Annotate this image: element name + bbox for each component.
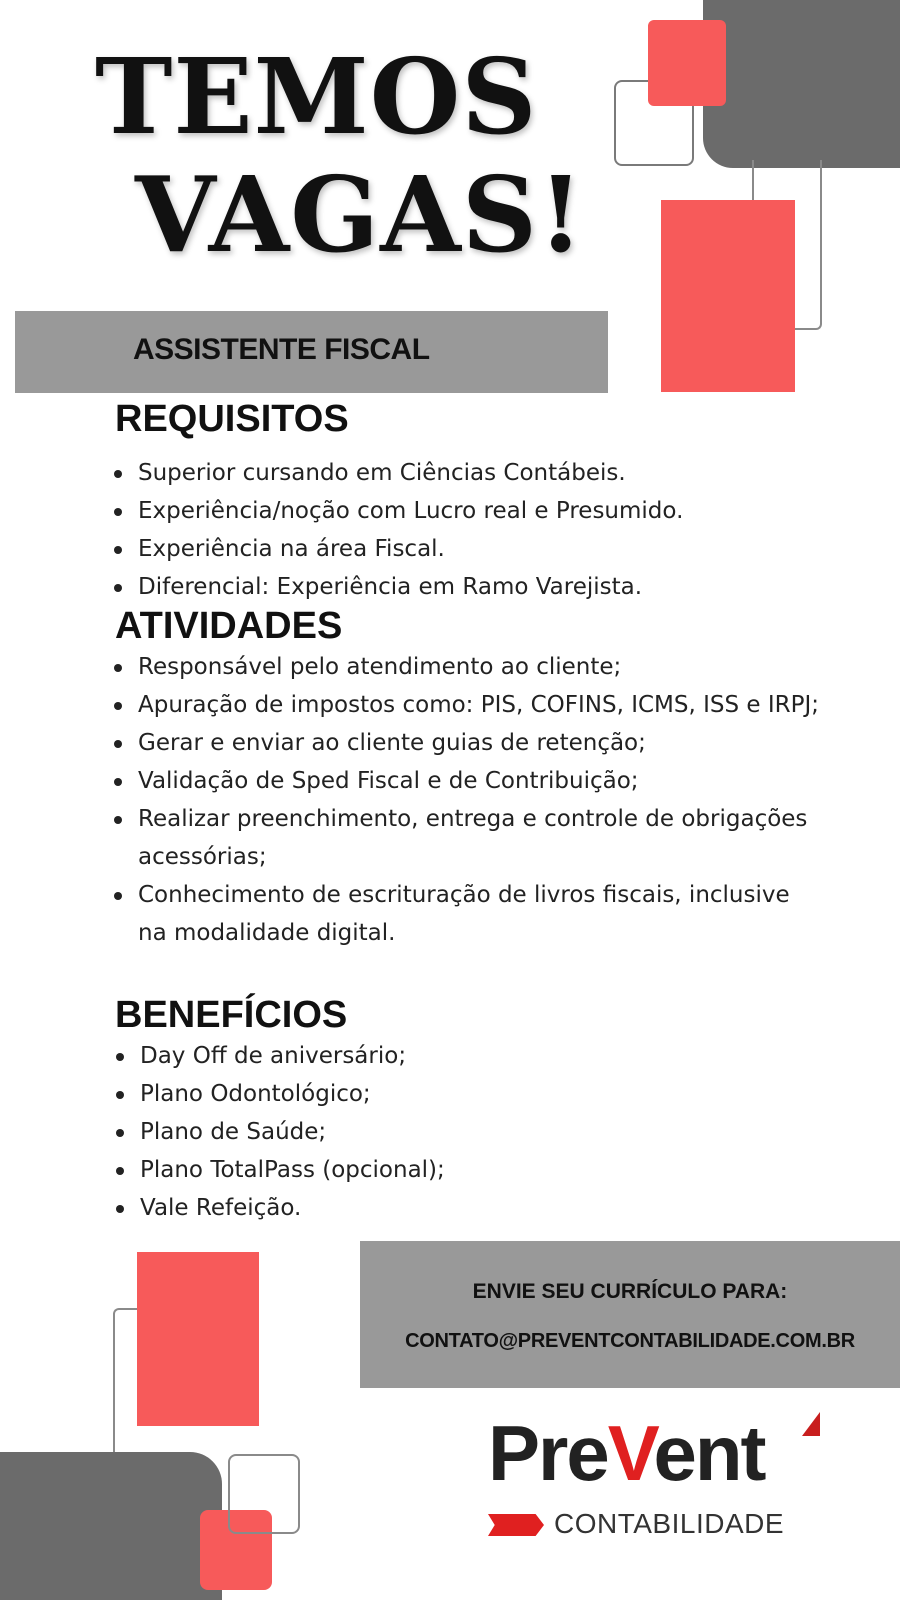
beneficios-list <box>112 1037 712 1227</box>
list-item: Plano TotalPass (opcional); <box>112 1151 712 1189</box>
list-item: Day Off de aniversário; <box>112 1037 712 1075</box>
list-item: Superior cursando em Ciências Contábeis. <box>110 454 810 492</box>
list-item: Diferencial: Experiência em Ramo Varejista. <box>110 568 810 606</box>
decor-red-square-top <box>648 20 726 106</box>
decor-outline-square-bottom <box>228 1454 300 1534</box>
decor-red-rect-right <box>661 200 795 392</box>
contact-label: ENVIE SEU CURRÍCULO PARA: <box>472 1280 788 1303</box>
section-heading-atividades: ATIVIDADES <box>115 605 343 647</box>
contact-email-link[interactable]: CONTATO@PREVENTCONTABILIDADE.COM.BR <box>405 1330 855 1352</box>
contact-box <box>360 1241 900 1388</box>
section-heading-beneficios: BENEFÍCIOS <box>115 994 348 1036</box>
list-item: Gerar e enviar ao cliente guias de retenção; <box>110 724 820 762</box>
atividades-list <box>110 648 820 952</box>
list-item: Apuração de impostos como: PIS, COFINS, ICMS, ISS e IRPJ; <box>110 686 820 724</box>
list-item: Responsável pelo atendimento ao cliente; <box>110 648 820 686</box>
title-line-1: TEMOS <box>95 35 538 158</box>
list-item: Plano de Saúde; <box>112 1113 712 1151</box>
logo-subtitle: CONTABILIDADE <box>554 1508 785 1539</box>
list-item: Experiência/noção com Lucro real e Presumido. <box>110 492 810 530</box>
page-title <box>95 35 615 276</box>
logo-word-accent: V <box>607 1409 654 1497</box>
list-item: Conhecimento de escrituração de livros fiscais, inclusive na modalidade digital. <box>110 876 820 952</box>
logo-word-end: ent <box>653 1409 765 1497</box>
logo-tick-icon <box>786 1412 820 1436</box>
list-item: Realizar preenchimento, entrega e controle de obrigações acessórias; <box>110 800 820 876</box>
logo-flag-icon <box>488 1514 544 1536</box>
requisitos-list <box>110 454 810 606</box>
list-item: Validação de Sped Fiscal e de Contribuição; <box>110 762 820 800</box>
logo-wordmark <box>488 1410 765 1496</box>
list-item: Plano Odontológico; <box>112 1075 712 1113</box>
list-item: Vale Refeição. <box>112 1189 712 1227</box>
section-heading-requisitos: REQUISITOS <box>115 398 349 440</box>
title-line-2: VAGAS! <box>135 153 585 276</box>
decor-red-rect-bottom-left <box>137 1252 259 1426</box>
job-title: ASSISTENTE FISCAL <box>133 333 430 366</box>
decor-gray-block-top-right <box>703 0 900 168</box>
logo-word-start: Pre <box>488 1409 608 1497</box>
list-item: Experiência na área Fiscal. <box>110 530 810 568</box>
decor-gray-block-bottom-left <box>0 1452 222 1600</box>
